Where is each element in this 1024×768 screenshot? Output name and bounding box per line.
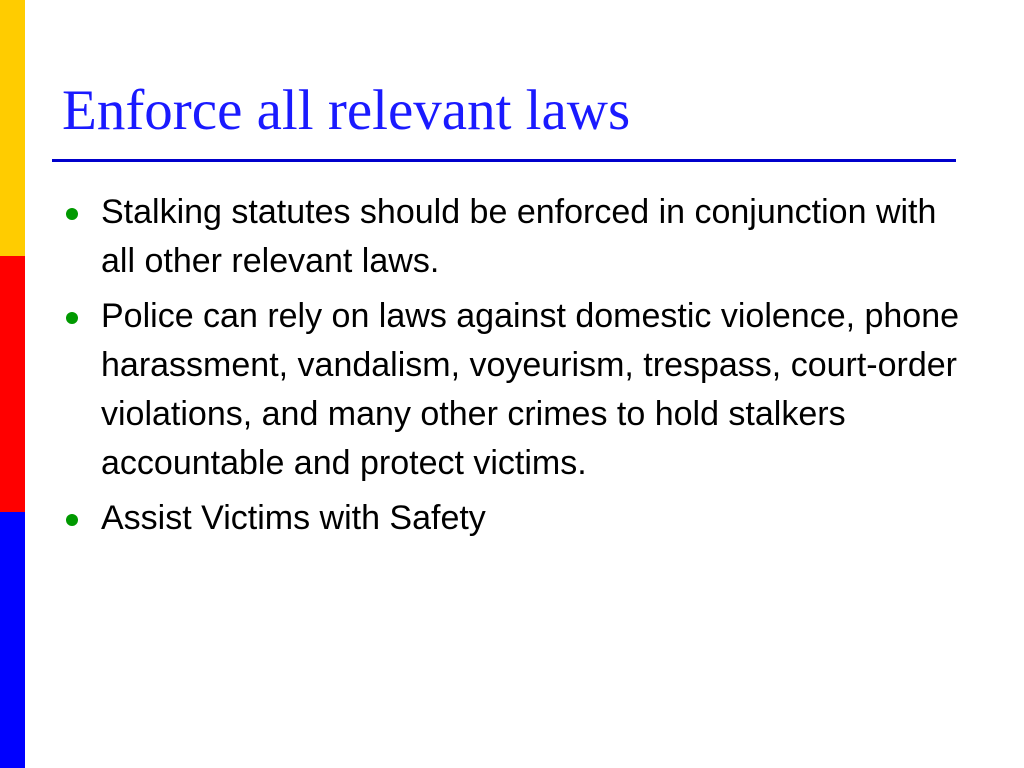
bullet-list xyxy=(60,188,960,549)
side-color-bar xyxy=(0,0,25,768)
slide-title: Enforce all relevant laws xyxy=(62,79,631,142)
bullet-item xyxy=(60,292,960,488)
side-bar-blue-band xyxy=(0,512,25,768)
bullet-dot-icon xyxy=(66,312,78,324)
bullet-dot-icon xyxy=(66,208,78,220)
bullet-text: Police can rely on laws against domestic violence, phone harassment, vandalism, voyeurism, trespass, court-order violations, and many other crimes to hold stalkers accountable and protect victims. xyxy=(101,297,960,482)
bullet-text: Stalking statutes should be enforced in conjunction with all other relevant laws. xyxy=(101,193,937,280)
bullet-dot-icon xyxy=(66,514,78,526)
bullet-item xyxy=(60,188,960,286)
side-bar-red-band xyxy=(0,256,25,512)
side-bar-yellow-band xyxy=(0,0,25,256)
title-underline xyxy=(52,159,956,162)
bullet-item xyxy=(60,494,960,543)
bullet-text: Assist Victims with Safety xyxy=(101,499,486,537)
